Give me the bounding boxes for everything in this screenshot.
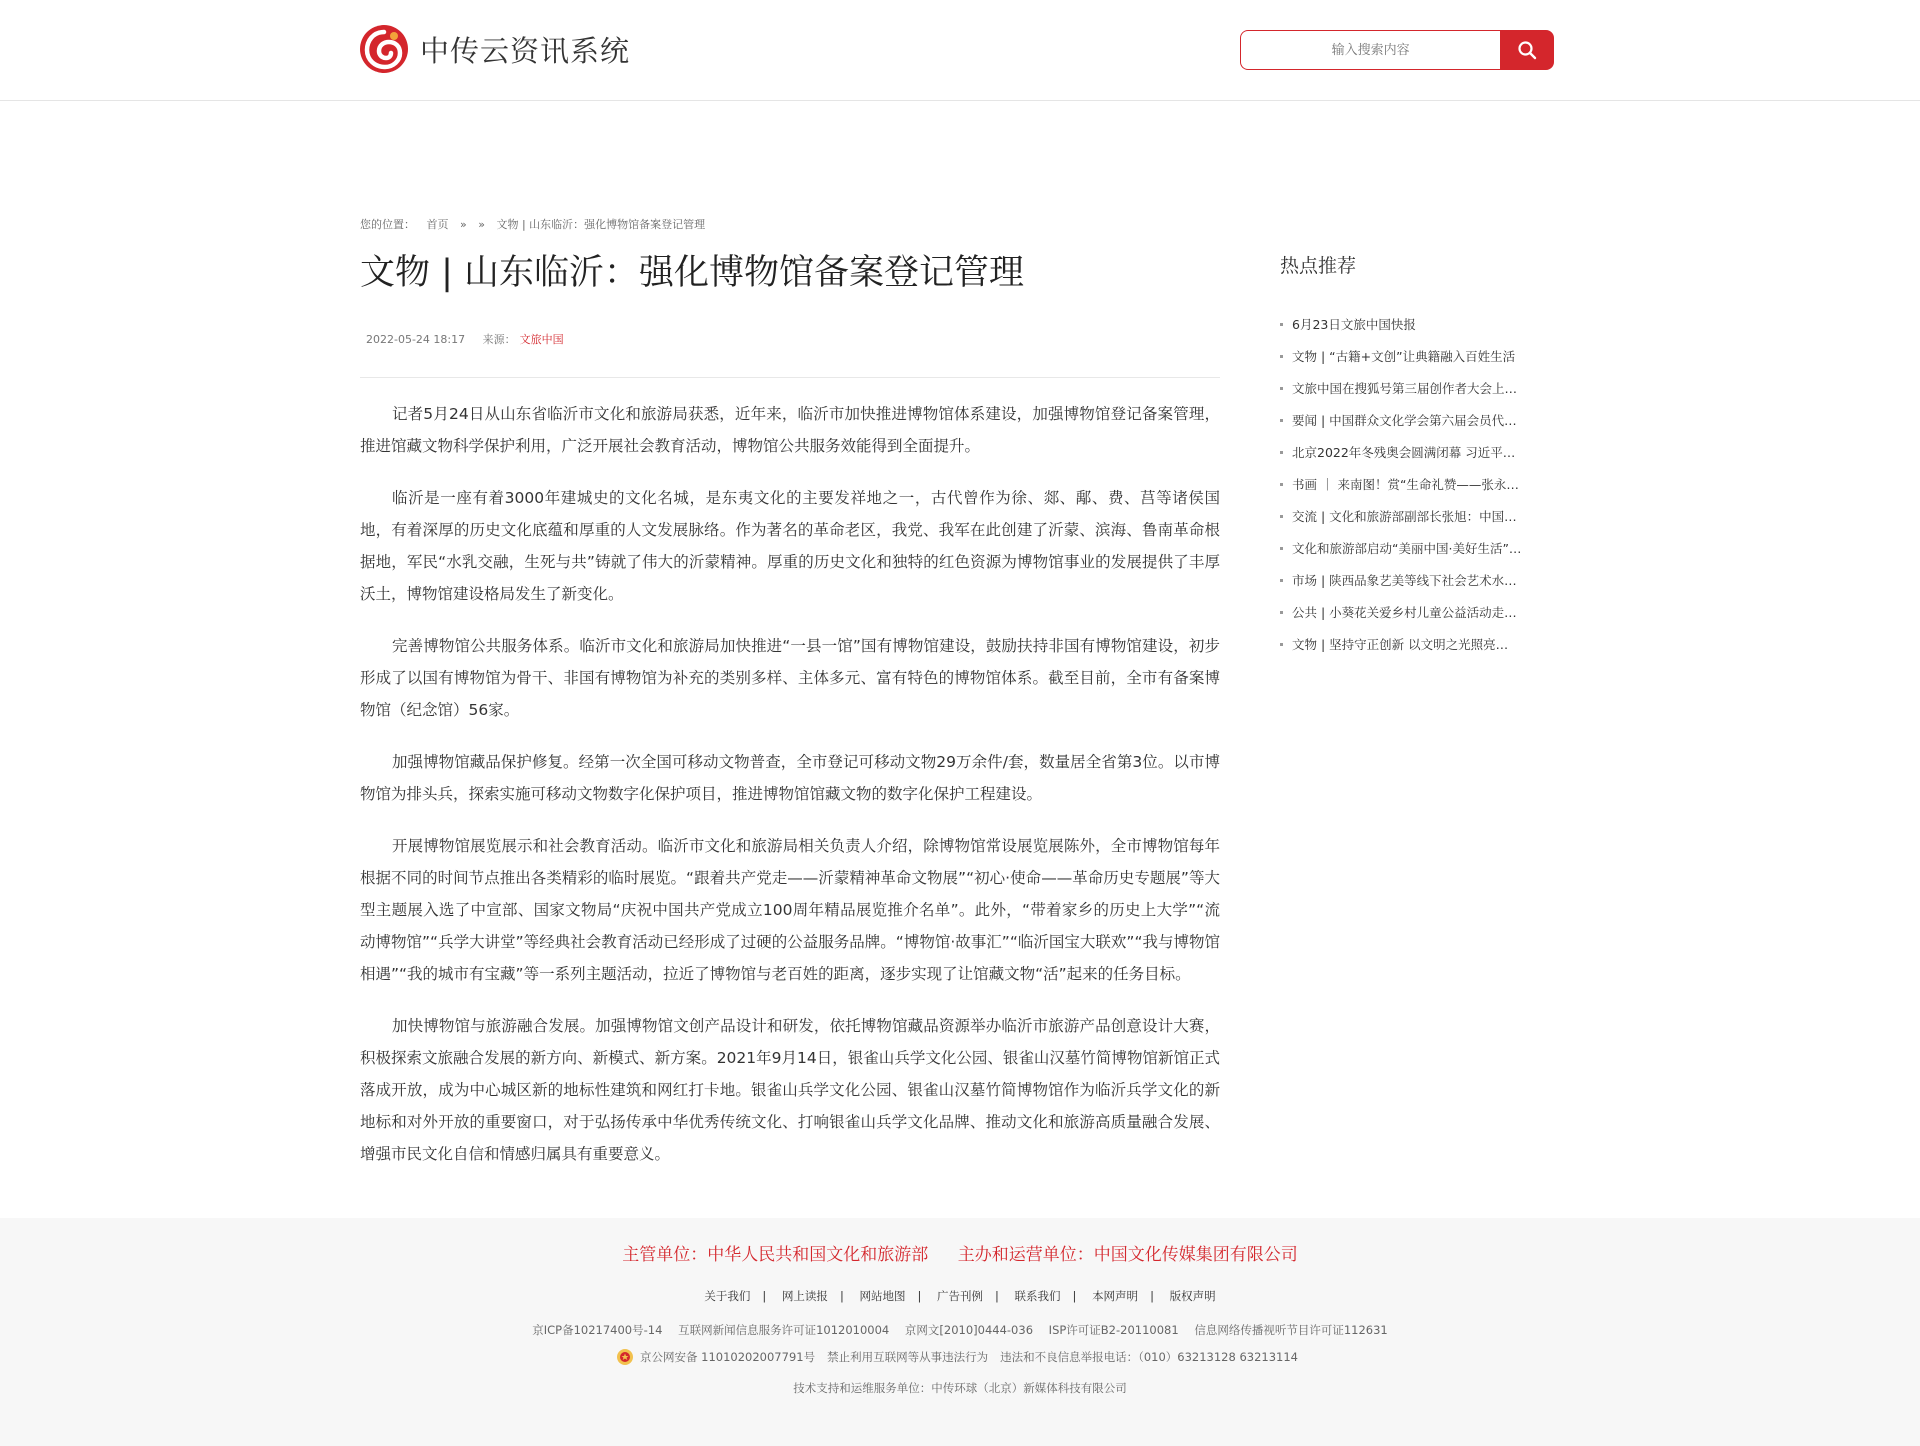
search-bar (1240, 30, 1554, 70)
license-culture: 京网文[2010]0444-036 (904, 1323, 1034, 1337)
breadcrumb-separator: » (478, 218, 485, 231)
security-record[interactable]: 京公网安备 11010202007791号 (639, 1350, 816, 1364)
hot-item-label: 文化和旅游部启动“美丽中国·美好生活”… (1292, 541, 1522, 556)
hot-list-item[interactable] (1280, 340, 1540, 372)
hot-item-label: 要闻 | 中国群众文化学会第六届会员代… (1292, 413, 1517, 428)
site-header (0, 0, 1920, 101)
hot-item-label: 6月23日文旅中国快报 (1292, 317, 1416, 332)
hot-item-label: 交流 | 文化和旅游部副部长张旭：中国… (1292, 509, 1517, 524)
license-icp[interactable]: 京ICP备10217400号-14 (532, 1323, 663, 1337)
hot-list-item[interactable] (1280, 468, 1540, 500)
footer-tech-support: 技术支持和运维服务单位：中传环球（北京）新媒体科技有限公司 (793, 1381, 1127, 1395)
report-phone: 违法和不良信息举报电话：（010）63213128 63213114 (1000, 1350, 1298, 1364)
footer-link-copyright[interactable]: 版权声明 (1169, 1289, 1216, 1303)
breadcrumb-home[interactable]: 首页 (426, 218, 449, 231)
hot-list-item[interactable] (1280, 500, 1540, 532)
source-link[interactable]: 文旅中国 (519, 333, 564, 346)
police-badge-icon (616, 1348, 634, 1366)
hot-list-item[interactable] (1280, 564, 1540, 596)
article-paragraph: 记者5月24日从山东省临沂市文化和旅游局获悉，近年来，临沂市加快推进博物馆体系建设，加强博物馆登记备案管理，推进馆藏文物科学保护利用，广泛开展社会教育活动，博物馆公共服务效能得到全面提升。 (360, 405, 1220, 455)
hot-list-item[interactable] (1280, 404, 1540, 436)
hot-list-item[interactable] (1280, 628, 1540, 660)
license-av: 信息网络传播视听节目许可证112631 (1194, 1323, 1388, 1337)
article-date: 2022-05-24 18:17 (366, 333, 466, 346)
hot-list-item[interactable] (1280, 372, 1540, 404)
footer-link-separator: | (1072, 1289, 1077, 1303)
article-paragraph: 开展博物馆展览展示和社会教育活动。临沂市文化和旅游局相关负责人介绍，除博物馆常设展览展陈外，全市博物馆每年根据不同的时间节点推出各类精彩的临时展览。“跟着共产党走——沂蒙精神革命文物展”“初心·使命——革命历史专题展”等大型主题展入选了中宣部、国家文物局“庆祝中国共产党成立100周年精品展览推介名单”。此外，“带着家乡的历史上大学”“流动博物馆”“兵学大讲堂”等经典社会教育活动已经形成了过硬的公益服务品牌。“博物馆·故事汇”“临沂国宝大联欢”“我与博物馆相遇”“我的城市有宝藏”等一系列主题活动，拉近了博物馆与老百姓的距离，逐步实现了让馆藏文物“活”起来的任务目标。 (360, 837, 1220, 983)
footer-organizations (0, 1240, 1920, 1265)
article-paragraph: 加快博物馆与旅游融合发展。加强博物馆文创产品设计和研发，依托博物馆藏品资源举办临沂市旅游产品创意设计大赛，积极探索文旅融合发展的新方向、新模式、新方案。2021年9月14日，银雀山兵学文化公园、银雀山汉墓竹简博物馆新馆正式落成开放，成为中心城区新的地标性建筑和网红打卡地。银雀山兵学文化公园、银雀山汉墓竹简博物馆作为临沂兵学文化的新地标和对外开放的重要窗口，对于弘扬传承中华优秀传统文化、打响银雀山兵学文化品牌、推动文化和旅游高质量融合发展、增强市民文化自信和情感归属具有重要意义。 (360, 1017, 1220, 1163)
breadcrumb-label: 您的位置： (360, 218, 415, 231)
hot-recommend-sidebar (1280, 251, 1560, 660)
hot-item-label: 市场 | 陕西品象艺美等线下社会艺术水… (1292, 573, 1517, 588)
footer-link-separator: | (839, 1289, 844, 1303)
footer-licenses (0, 1322, 1920, 1338)
logo-icon (358, 23, 410, 75)
site-footer (0, 1218, 1920, 1446)
footer-security (0, 1348, 1920, 1366)
article-paragraph: 临沂是一座有着3000年建城史的文化名城，是东夷文化的主要发祥地之一，古代曾作为徐、郯、鄅、费、莒等诸侯国地，有着深厚的历史文化底蕴和厚重的人文发展脉络。作为著名的革命老区，我党、我军在此创建了沂蒙、滨海、鲁南革命根据地，军民“水乳交融，生死与共”铸就了伟大的沂蒙精神。厚重的历史文化和独特的红色资源为博物馆事业的发展提供了丰厚沃土，博物馆建设格局发生了新变化。 (360, 489, 1220, 603)
hot-list-item[interactable] (1280, 596, 1540, 628)
sidebar-title: 热点推荐 (1280, 255, 1357, 277)
site-logo[interactable] (358, 23, 630, 75)
search-icon (1517, 40, 1537, 60)
hot-list-item[interactable] (1280, 532, 1540, 564)
article-body (360, 398, 1220, 1190)
hot-item-label: 文物 | “古籍+文创”让典籍融入百姓生活 (1292, 349, 1516, 364)
article-paragraph: 加强博物馆藏品保护修复。经第一次全国可移动文物普查，全市登记可移动文物29万余件/套，数量居全省第3位。以市博物馆为排头兵，探索实施可移动文物数字化保护项目，推进博物馆馆藏文物的数字化保护工程建设。 (360, 753, 1220, 803)
footer-supervisor: 主管单位：中华人民共和国文化和旅游部 (622, 1245, 929, 1265)
hot-list-item[interactable] (1280, 308, 1540, 340)
article-meta (366, 331, 564, 347)
hot-item-label: 文旅中国在搜狐号第三届创作者大会上… (1292, 381, 1518, 396)
article-title: 文物 | 山东临沂：强化博物馆备案登记管理 (360, 253, 1025, 293)
footer-link-statement[interactable]: 本网声明 (1092, 1289, 1139, 1303)
hot-list (1280, 308, 1560, 660)
footer-link-ads[interactable]: 广告刊例 (937, 1289, 983, 1303)
title-divider (360, 377, 1220, 378)
security-warning: 禁止利用互联网等从事违法行为 (827, 1350, 989, 1364)
footer-link-about[interactable]: 关于我们 (704, 1289, 751, 1303)
search-input[interactable] (1240, 30, 1500, 70)
license-isp: ISP许可证B2-20110081 (1048, 1323, 1179, 1337)
footer-link-separator: | (1150, 1289, 1154, 1303)
logo-text: 中传云资讯系统 (420, 33, 631, 68)
hot-item-label: 文物 | 坚持守正创新 以文明之光照亮… (1292, 637, 1509, 652)
footer-link-separator: | (995, 1289, 999, 1303)
breadcrumb-current[interactable]: 文物 | 山东临沂：强化博物馆备案登记管理 (496, 218, 706, 231)
footer-link-sitemap[interactable]: 网站地图 (859, 1289, 906, 1303)
hot-item-label: 北京2022年冬残奥会圆满闭幕 习近平… (1292, 445, 1516, 460)
footer-operator: 主办和运营单位：中国文化传媒集团有限公司 (957, 1245, 1298, 1265)
search-button[interactable] (1500, 30, 1554, 70)
footer-link-paper[interactable]: 网上读报 (781, 1289, 828, 1303)
hot-item-label: 公共 | 小葵花关爱乡村儿童公益活动走… (1292, 605, 1517, 620)
source-label: 来源： (482, 333, 516, 346)
footer-links (0, 1288, 1920, 1304)
article-paragraph: 完善博物馆公共服务体系。临沂市文化和旅游局加快推进“一县一馆”国有博物馆建设，鼓励扶持非国有博物馆建设，初步形成了以国有博物馆为骨干、非国有博物馆为补充的类别多样、主体多元、富有特色的博物馆体系。截至目前，全市有备案博物馆（纪念馆）56家。 (360, 637, 1220, 719)
footer-link-separator: | (917, 1289, 922, 1303)
footer-link-contact[interactable]: 联系我们 (1014, 1289, 1061, 1303)
breadcrumb-separator: » (460, 218, 467, 231)
license-news: 互联网新闻信息服务许可证1012010004 (678, 1323, 890, 1337)
hot-list-item[interactable] (1280, 436, 1540, 468)
breadcrumb (360, 216, 713, 232)
hot-item-label: 书画 ｜ 来南图！赏“生命礼赞——张永… (1292, 477, 1519, 492)
footer-link-separator: | (762, 1289, 767, 1303)
